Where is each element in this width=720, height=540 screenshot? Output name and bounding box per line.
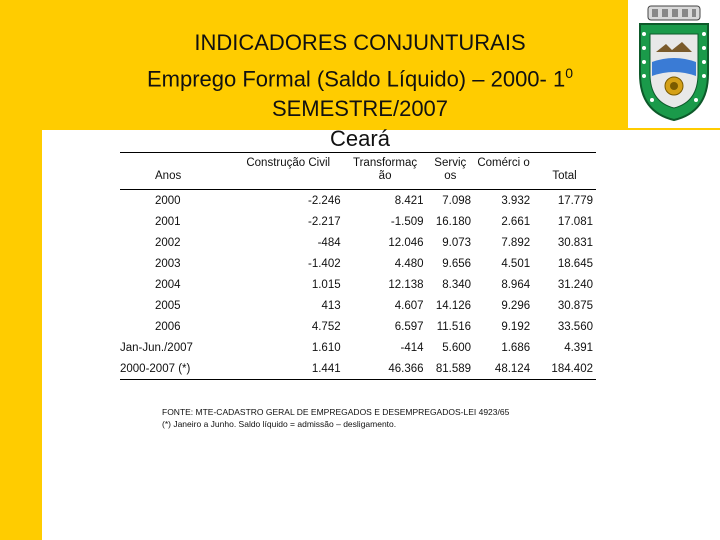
cell-ano: 2004 <box>155 278 181 291</box>
cell-comercio: 4.501 <box>501 257 531 270</box>
cell-comercio: 1.686 <box>501 341 531 354</box>
table-row <box>120 358 596 380</box>
cell-construcao: -484 <box>317 236 341 249</box>
table-row <box>120 274 596 295</box>
cell-transformacao: 4.607 <box>394 299 424 312</box>
table-header-row <box>120 153 596 190</box>
cell-total: 30.831 <box>557 236 593 249</box>
slide-title <box>60 28 660 154</box>
left-band <box>0 0 42 540</box>
cell-construcao: 413 <box>321 299 341 312</box>
cell-servicos: 9.073 <box>442 236 472 249</box>
cell-servicos: 81.589 <box>427 358 475 380</box>
cell-comercio: 48.124 <box>474 358 533 380</box>
table-row <box>120 316 596 337</box>
cell-servicos: 16.180 <box>435 215 472 228</box>
table-row <box>120 337 596 358</box>
cell-total: 184.402 <box>533 358 596 380</box>
cell-construcao: -1.402 <box>308 257 341 270</box>
cell-ano: 2003 <box>155 257 181 270</box>
cell-ano: 2006 <box>155 320 181 333</box>
table-row <box>120 232 596 253</box>
cell-total: 17.081 <box>557 215 593 228</box>
title-line-1: INDICADORES CONJUNTURAIS <box>194 30 526 55</box>
cell-transformacao: -414 <box>400 341 424 354</box>
cell-transformacao: 12.138 <box>388 278 424 291</box>
cell-construcao: -2.246 <box>308 194 341 207</box>
title-line-4: Ceará <box>330 126 390 152</box>
cell-construcao: 1.015 <box>311 278 341 291</box>
cell-construcao: 1.610 <box>311 341 341 354</box>
footnote-source-line: FONTE: MTE-CADASTRO GERAL DE EMPREGADOS E DESEMPREGADOS-LEI 4923/65 <box>162 407 510 417</box>
cell-transformacao: 46.366 <box>344 358 427 380</box>
cell-servicos: 5.600 <box>442 341 472 354</box>
cell-comercio: 2.661 <box>501 215 531 228</box>
cell-construcao: -2.217 <box>308 215 341 228</box>
table-row <box>120 190 596 212</box>
table-row <box>120 211 596 232</box>
cell-total: 30.875 <box>557 299 593 312</box>
table-row <box>120 295 596 316</box>
cell-transformacao: 12.046 <box>388 236 424 249</box>
title-line-3: SEMESTRE/2007 <box>271 96 449 122</box>
source-footnote <box>162 406 509 430</box>
cell-ano: Jan-Jun./2007 <box>120 341 193 354</box>
seal-container <box>628 0 720 128</box>
cell-comercio: 7.892 <box>501 236 531 249</box>
cell-total: 4.391 <box>564 341 593 354</box>
cell-servicos: 9.656 <box>442 257 472 270</box>
cell-servicos: 8.340 <box>442 278 472 291</box>
table-row <box>120 253 596 274</box>
cell-transformacao: 8.421 <box>394 194 424 207</box>
cell-servicos: 14.126 <box>435 299 472 312</box>
cell-comercio: 3.932 <box>501 194 531 207</box>
cell-construcao: 4.752 <box>311 320 341 333</box>
cell-servicos: 11.516 <box>436 320 472 333</box>
col-comercio-header: Comérci o <box>474 153 533 190</box>
cell-ano: 2002 <box>155 236 181 249</box>
cell-construcao: 1.441 <box>244 358 343 380</box>
col-servicos-header: Serviç os <box>427 153 475 190</box>
cell-ano: 2001 <box>155 215 181 228</box>
cell-transformacao: 6.597 <box>394 320 424 333</box>
col-construcao-header: Construção Civil <box>244 153 343 190</box>
cell-comercio: 9.192 <box>501 320 531 333</box>
ceara-coat-of-arms-icon <box>634 4 714 122</box>
cell-comercio: 8.964 <box>501 278 531 291</box>
cell-total: 18.645 <box>557 257 593 270</box>
data-table <box>120 152 596 380</box>
cell-servicos: 7.098 <box>442 194 472 207</box>
footnote-note-line: (*) Janeiro a Junho. Saldo líquido = admissão – desligamento. <box>162 419 397 429</box>
cell-transformacao: 4.480 <box>394 257 424 270</box>
cell-total: 31.240 <box>557 278 593 291</box>
cell-total: 33.560 <box>557 320 593 333</box>
col-transformacao-header: Transformaç ão <box>344 153 427 190</box>
col-total-header: Total <box>533 153 596 190</box>
employment-table <box>120 152 600 380</box>
cell-total: 17.779 <box>557 194 593 207</box>
col-anos-header: Anos <box>120 153 244 190</box>
title-line-2-text: Emprego Formal (Saldo Líquido) – 2000- 1 <box>146 66 566 92</box>
cell-ano: 2000 <box>155 194 181 207</box>
title-line-2 <box>60 58 660 94</box>
cell-ano: 2000-2007 (*) <box>120 358 244 380</box>
title-line-2-sup: 0 <box>565 65 574 81</box>
cell-transformacao: -1.509 <box>390 215 424 228</box>
cell-ano: 2005 <box>155 299 181 312</box>
cell-comercio: 9.296 <box>501 299 531 312</box>
